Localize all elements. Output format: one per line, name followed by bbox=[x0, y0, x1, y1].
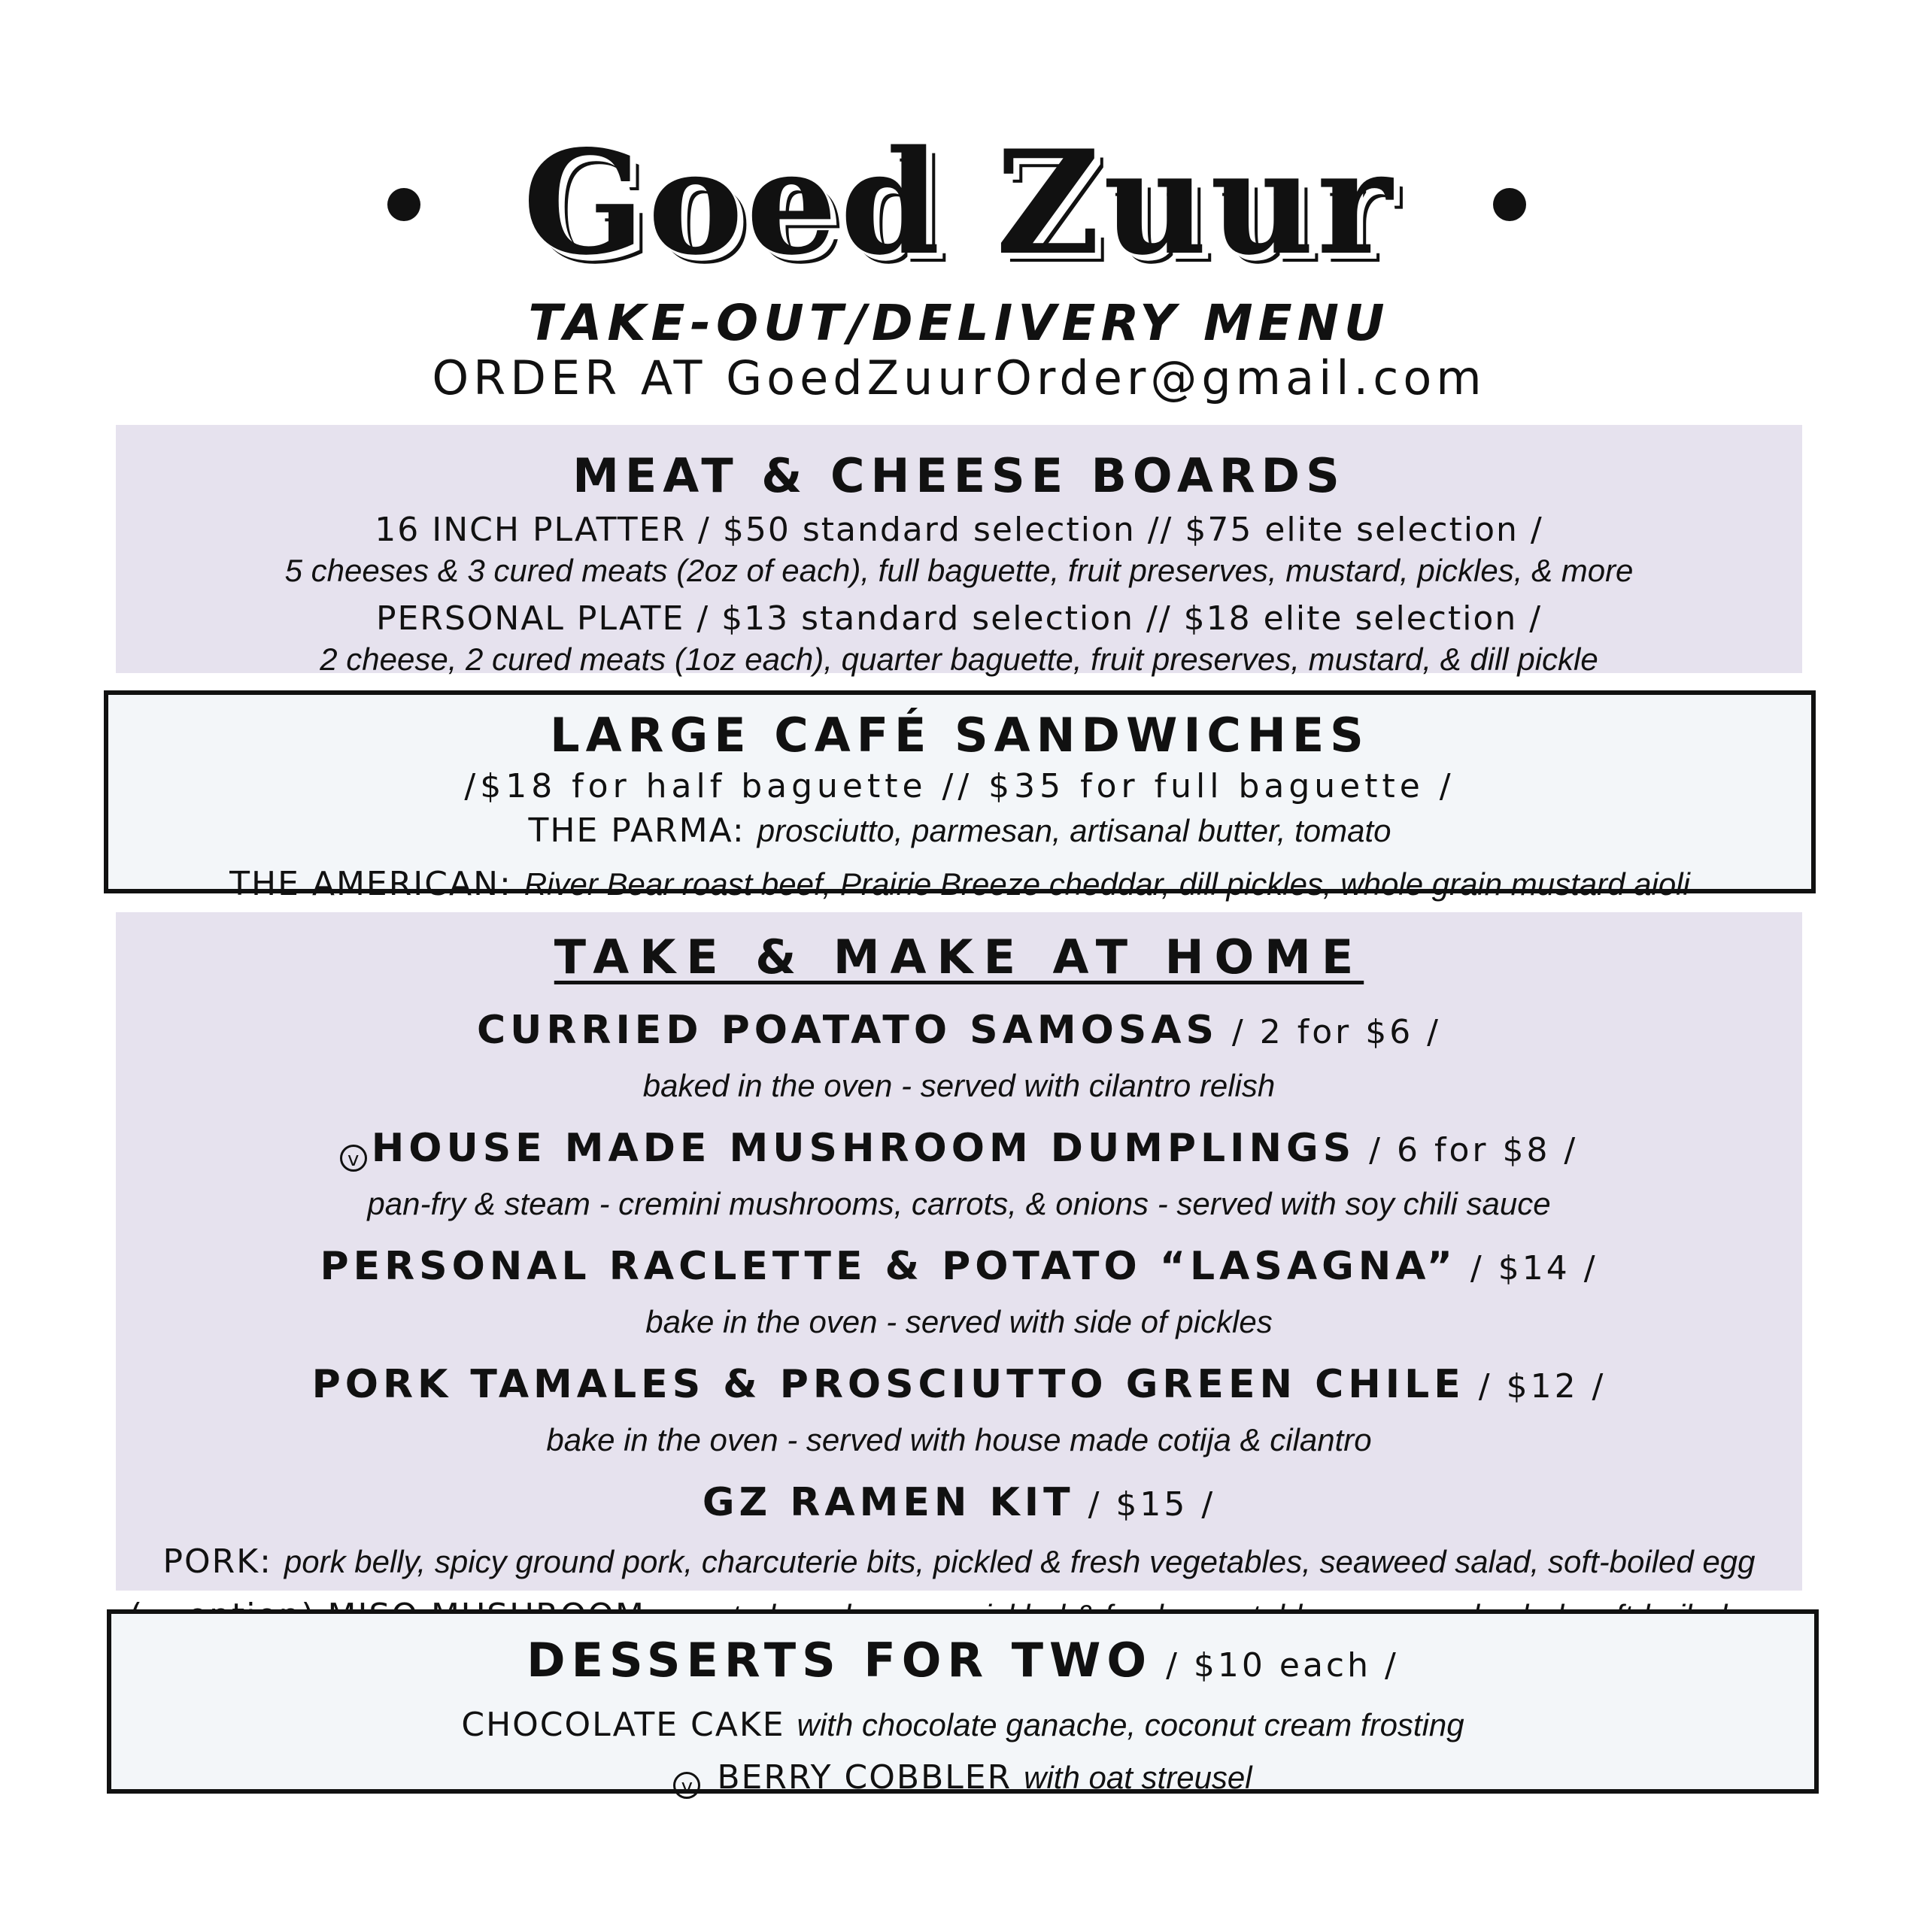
plate-line bbox=[116, 598, 1802, 640]
logo-goed-zuur: Goed Zuur bbox=[523, 119, 1395, 287]
platter-desc: 5 cheeses & 3 cured meats (2oz of each), full baguette, fruit preserves, mustard, pickles, & more bbox=[284, 553, 1634, 588]
section-title: TAKE & MAKE AT HOME bbox=[554, 930, 1364, 984]
section-title: LARGE CAFÉ SANDWICHES bbox=[550, 708, 1370, 763]
ramen-pork-line bbox=[116, 1539, 1802, 1593]
desserts-heading bbox=[111, 1630, 1814, 1703]
vegan-icon: v bbox=[340, 1145, 367, 1172]
item-price: / $12 / bbox=[1464, 1367, 1607, 1406]
american-name: THE AMERICAN: bbox=[229, 865, 524, 903]
item-desc: baked in the oven - served with cilantro relish bbox=[642, 1068, 1276, 1103]
bullet-dot-right bbox=[1493, 188, 1526, 221]
item-desc: bake in the oven - served with house made cotija & cilantro bbox=[546, 1422, 1372, 1457]
item-name: PERSONAL RACLETTE & POTATO “LASAGNA” bbox=[320, 1244, 1457, 1289]
item-price: / 2 for $6 / bbox=[1218, 1013, 1441, 1051]
menu-subtitle: TAKE-OUT/DELIVERY MENU bbox=[528, 294, 1390, 352]
menu-item-raclette bbox=[116, 1240, 1802, 1303]
desserts-price: / $10 each / bbox=[1152, 1646, 1399, 1685]
platter-line bbox=[116, 509, 1802, 551]
menu-item-tamales bbox=[116, 1358, 1802, 1421]
platter-price: / $50 standard selection // $75 elite selection / bbox=[686, 511, 1543, 549]
menu-item-ramen-kit bbox=[116, 1476, 1802, 1539]
item-desc: pan-fry & steam - cremini mushrooms, carrots, & onions - served with soy chili sauce bbox=[367, 1186, 1551, 1221]
order-email-line: ORDER AT GoedZuurOrder@gmail.com bbox=[432, 350, 1486, 405]
cobbler-name: BERRY COBBLER bbox=[705, 1758, 1024, 1797]
item-name: GZ RAMEN KIT bbox=[702, 1480, 1075, 1525]
parma-name: THE PARMA: bbox=[528, 811, 757, 850]
section-desserts-for-two bbox=[107, 1609, 1819, 1798]
american-line bbox=[108, 862, 1811, 914]
parma-line bbox=[108, 808, 1811, 862]
item-price: / $15 / bbox=[1074, 1485, 1216, 1524]
item-desc: bake in the oven - served with side of pickles bbox=[645, 1304, 1273, 1339]
plate-price: / $13 standard selection // $18 elite selection / bbox=[684, 599, 1543, 638]
cake-line bbox=[111, 1703, 1814, 1755]
platter-name: 16 INCH PLATTER bbox=[375, 511, 687, 549]
sandwich-price: /$18 for half baguette // $35 for full baguette / bbox=[464, 767, 1455, 805]
item-name: CURRIED POATATO SAMOSAS bbox=[476, 1008, 1218, 1053]
cobbler-desc: with oat streusel bbox=[1024, 1760, 1252, 1795]
vegan-icon: v bbox=[673, 1772, 700, 1799]
plate-desc: 2 cheese, 2 cured meats (1oz each), quarter baguette, fruit preserves, mustard, & dill pickle bbox=[320, 641, 1598, 677]
american-desc: River Bear roast beef, Prairie Breeze cheddar, dill pickles, whole grain mustard aioli bbox=[524, 866, 1690, 902]
menu-item-dumplings bbox=[116, 1122, 1802, 1184]
ramen-pork-name: PORK: bbox=[162, 1542, 284, 1581]
cobbler-line bbox=[111, 1755, 1814, 1808]
parma-desc: prosciutto, parmesan, artisanal butter, tomato bbox=[757, 813, 1391, 848]
cake-name: CHOCOLATE CAKE bbox=[461, 1706, 797, 1744]
item-price: / 6 for $8 / bbox=[1355, 1131, 1579, 1169]
menu-item-samosas bbox=[116, 1004, 1802, 1066]
item-name: PORK TAMALES & PROSCIUTTO GREEN CHILE bbox=[311, 1362, 1465, 1407]
plate-name: PERSONAL PLATE bbox=[375, 599, 685, 638]
section-large-cafe-sandwiches bbox=[104, 690, 1816, 903]
section-take-make-at-home bbox=[116, 912, 1802, 1591]
ramen-pork-desc: pork belly, spicy ground pork, charcuterie bits, pickled & fresh vegetables, seaweed salad, soft-boiled egg bbox=[284, 1544, 1756, 1579]
section-title: DESSERTS FOR TWO bbox=[527, 1633, 1153, 1688]
item-price: / $14 / bbox=[1456, 1249, 1598, 1287]
section-meat-cheese-boards bbox=[116, 425, 1802, 677]
menu-header bbox=[0, 113, 1918, 293]
section-title: MEAT & CHEESE BOARDS bbox=[572, 448, 1346, 503]
item-name: HOUSE MADE MUSHROOM DUMPLINGS bbox=[371, 1126, 1356, 1171]
cake-desc: with chocolate ganache, coconut cream frosting bbox=[797, 1707, 1464, 1742]
